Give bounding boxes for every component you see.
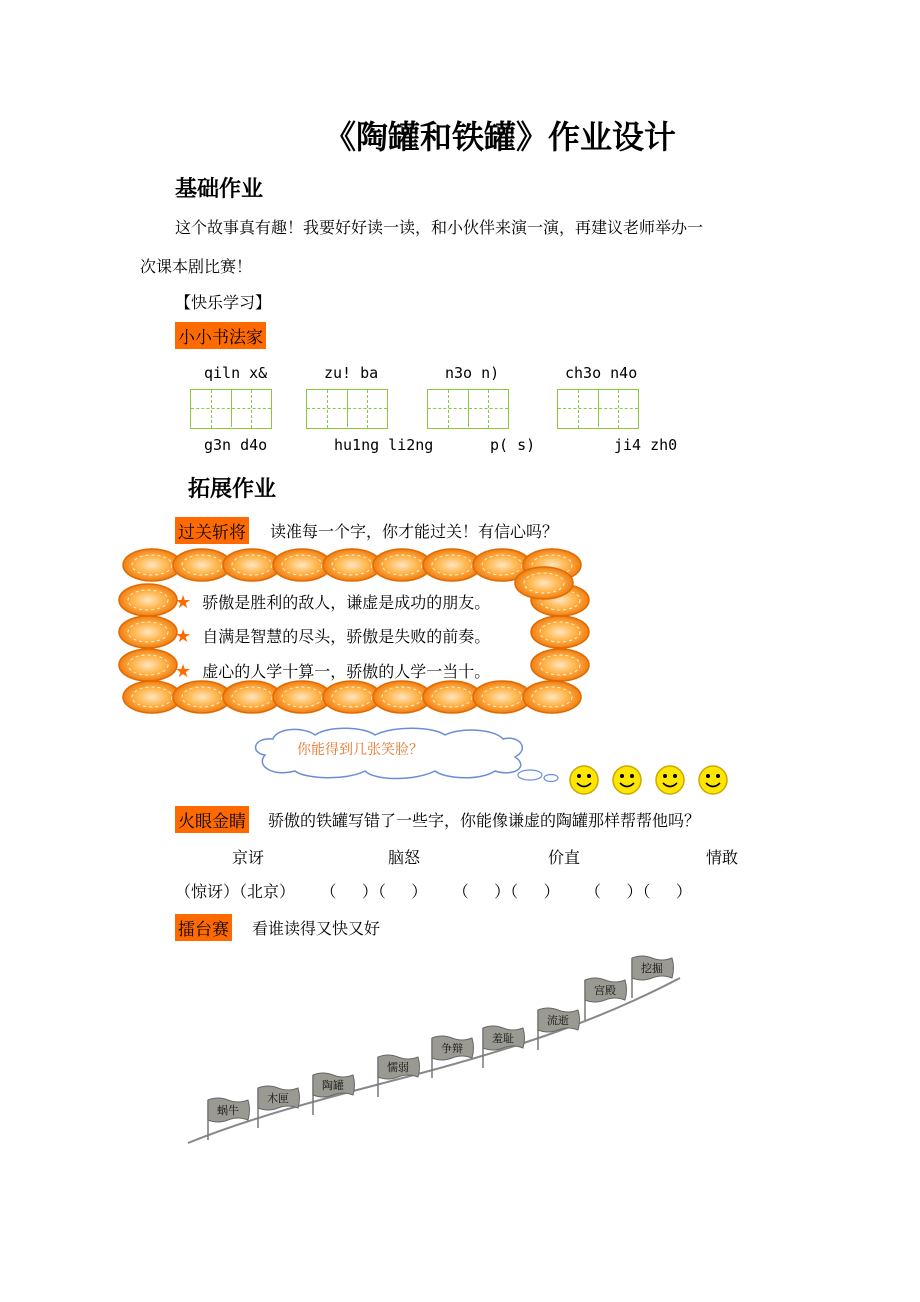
pinyin-bottom-4: ji4 zh0 <box>614 436 678 454</box>
orange-slice-icon <box>523 681 581 713</box>
orange-slice-icon <box>531 649 589 681</box>
arena-text: 看谁读得又快又好 <box>252 919 381 938</box>
wrong-word-1: 京讶 <box>232 848 265 867</box>
flag-label: 木匣 <box>267 1092 289 1105</box>
intro-line-1: 这个故事真有趣！我要好好读一读，和小伙伴来演一演，再建议老师举办一 <box>175 218 704 237</box>
star-icon: ★ <box>175 592 192 613</box>
flag-item[interactable] <box>258 1086 300 1128</box>
sentence-row-2 <box>175 624 490 647</box>
flag-label: 挖掘 <box>641 962 663 975</box>
sentence-row-3 <box>175 659 490 682</box>
flag-item[interactable] <box>432 1036 474 1078</box>
flag-item[interactable] <box>313 1073 355 1115</box>
sentence-text: 虚心的人学十算一，骄傲的人学一当十。 <box>202 662 491 681</box>
flag-ladder <box>180 950 700 1155</box>
flag-label: 陶罐 <box>322 1079 344 1092</box>
basic-heading: 基础作业 <box>175 177 264 202</box>
sharp-eyes-tag: 火眼金睛 <box>175 806 249 833</box>
orange-slice-icon <box>531 616 589 648</box>
smiley-icon[interactable] <box>568 764 600 796</box>
smiley-icon[interactable] <box>611 764 643 796</box>
orange-slice-icon <box>119 616 177 648</box>
flag-item[interactable] <box>483 1026 525 1068</box>
flag-label: 流逝 <box>547 1014 569 1027</box>
sentence-text: 骄傲是胜利的敌人，谦虚是成功的朋友。 <box>202 593 491 612</box>
cloud-text: 你能得到几张笑脸？ <box>297 742 423 758</box>
orange-slice-icon <box>119 584 177 616</box>
orange-slice-icon <box>515 567 573 599</box>
flag-label: 争辩 <box>441 1042 463 1055</box>
sentence-row-1 <box>175 590 490 613</box>
flag-label: 懦弱 <box>387 1061 409 1074</box>
flag-label: 宫殿 <box>594 984 616 997</box>
writing-grid-3[interactable] <box>427 389 509 429</box>
page-title: 《陶罐和铁罐》作业设计 <box>323 118 676 156</box>
pinyin-bottom-3: p( s) <box>490 436 536 454</box>
smiley-icon[interactable] <box>697 764 729 796</box>
pinyin-top-1: qiln x& <box>204 364 268 382</box>
writing-grid-2[interactable] <box>306 389 388 429</box>
pinyin-top-3: n3o n) <box>445 364 500 382</box>
flag-item[interactable] <box>538 1008 580 1050</box>
flag-item[interactable] <box>378 1055 420 1097</box>
pinyin-top-2: zu! ba <box>324 364 379 382</box>
star-icon: ★ <box>175 661 192 682</box>
sentence-text: 自满是智慧的尽头，骄傲是失败的前奏。 <box>202 627 491 646</box>
extend-heading: 拓展作业 <box>188 477 277 502</box>
wrong-word-3: 价直 <box>548 848 581 867</box>
pinyin-bottom-2: hu1ng li2ng <box>334 436 434 454</box>
star-icon: ★ <box>175 626 192 647</box>
pinyin-top-4: ch3o n4o <box>565 364 638 382</box>
challenge-tag: 过关斩将 <box>175 517 249 544</box>
smiley-icon[interactable] <box>654 764 686 796</box>
writing-grid-4[interactable] <box>557 389 639 429</box>
sharp-eyes-text: 骄傲的铁罐写错了一些字，你能像谦虚的陶罐那样帮帮他吗？ <box>268 811 701 830</box>
smiley-row <box>568 764 729 796</box>
intro-line-2: 次课本剧比赛！ <box>140 257 253 276</box>
arena-tag: 擂台赛 <box>175 914 232 941</box>
pinyin-bottom-1: g3n d4o <box>204 436 268 454</box>
wrong-word-4: 情敢 <box>706 848 739 867</box>
wrong-word-2: 脑怒 <box>388 848 421 867</box>
challenge-text: 读准每一个字，你才能过关！有信心吗？ <box>270 522 559 541</box>
flag-label: 羞耻 <box>492 1032 514 1045</box>
bracket-label: 【快乐学习】 <box>175 293 272 312</box>
writing-grid-1[interactable] <box>190 389 272 429</box>
orange-slice-icon <box>119 649 177 681</box>
calligraphy-tag: 小小书法家 <box>175 322 266 349</box>
answer-row[interactable]: （惊讶）（北京） （ ）（ ） （ ）（ ） （ ）（ ） <box>175 882 692 901</box>
flag-label: 蜗牛 <box>217 1104 239 1117</box>
